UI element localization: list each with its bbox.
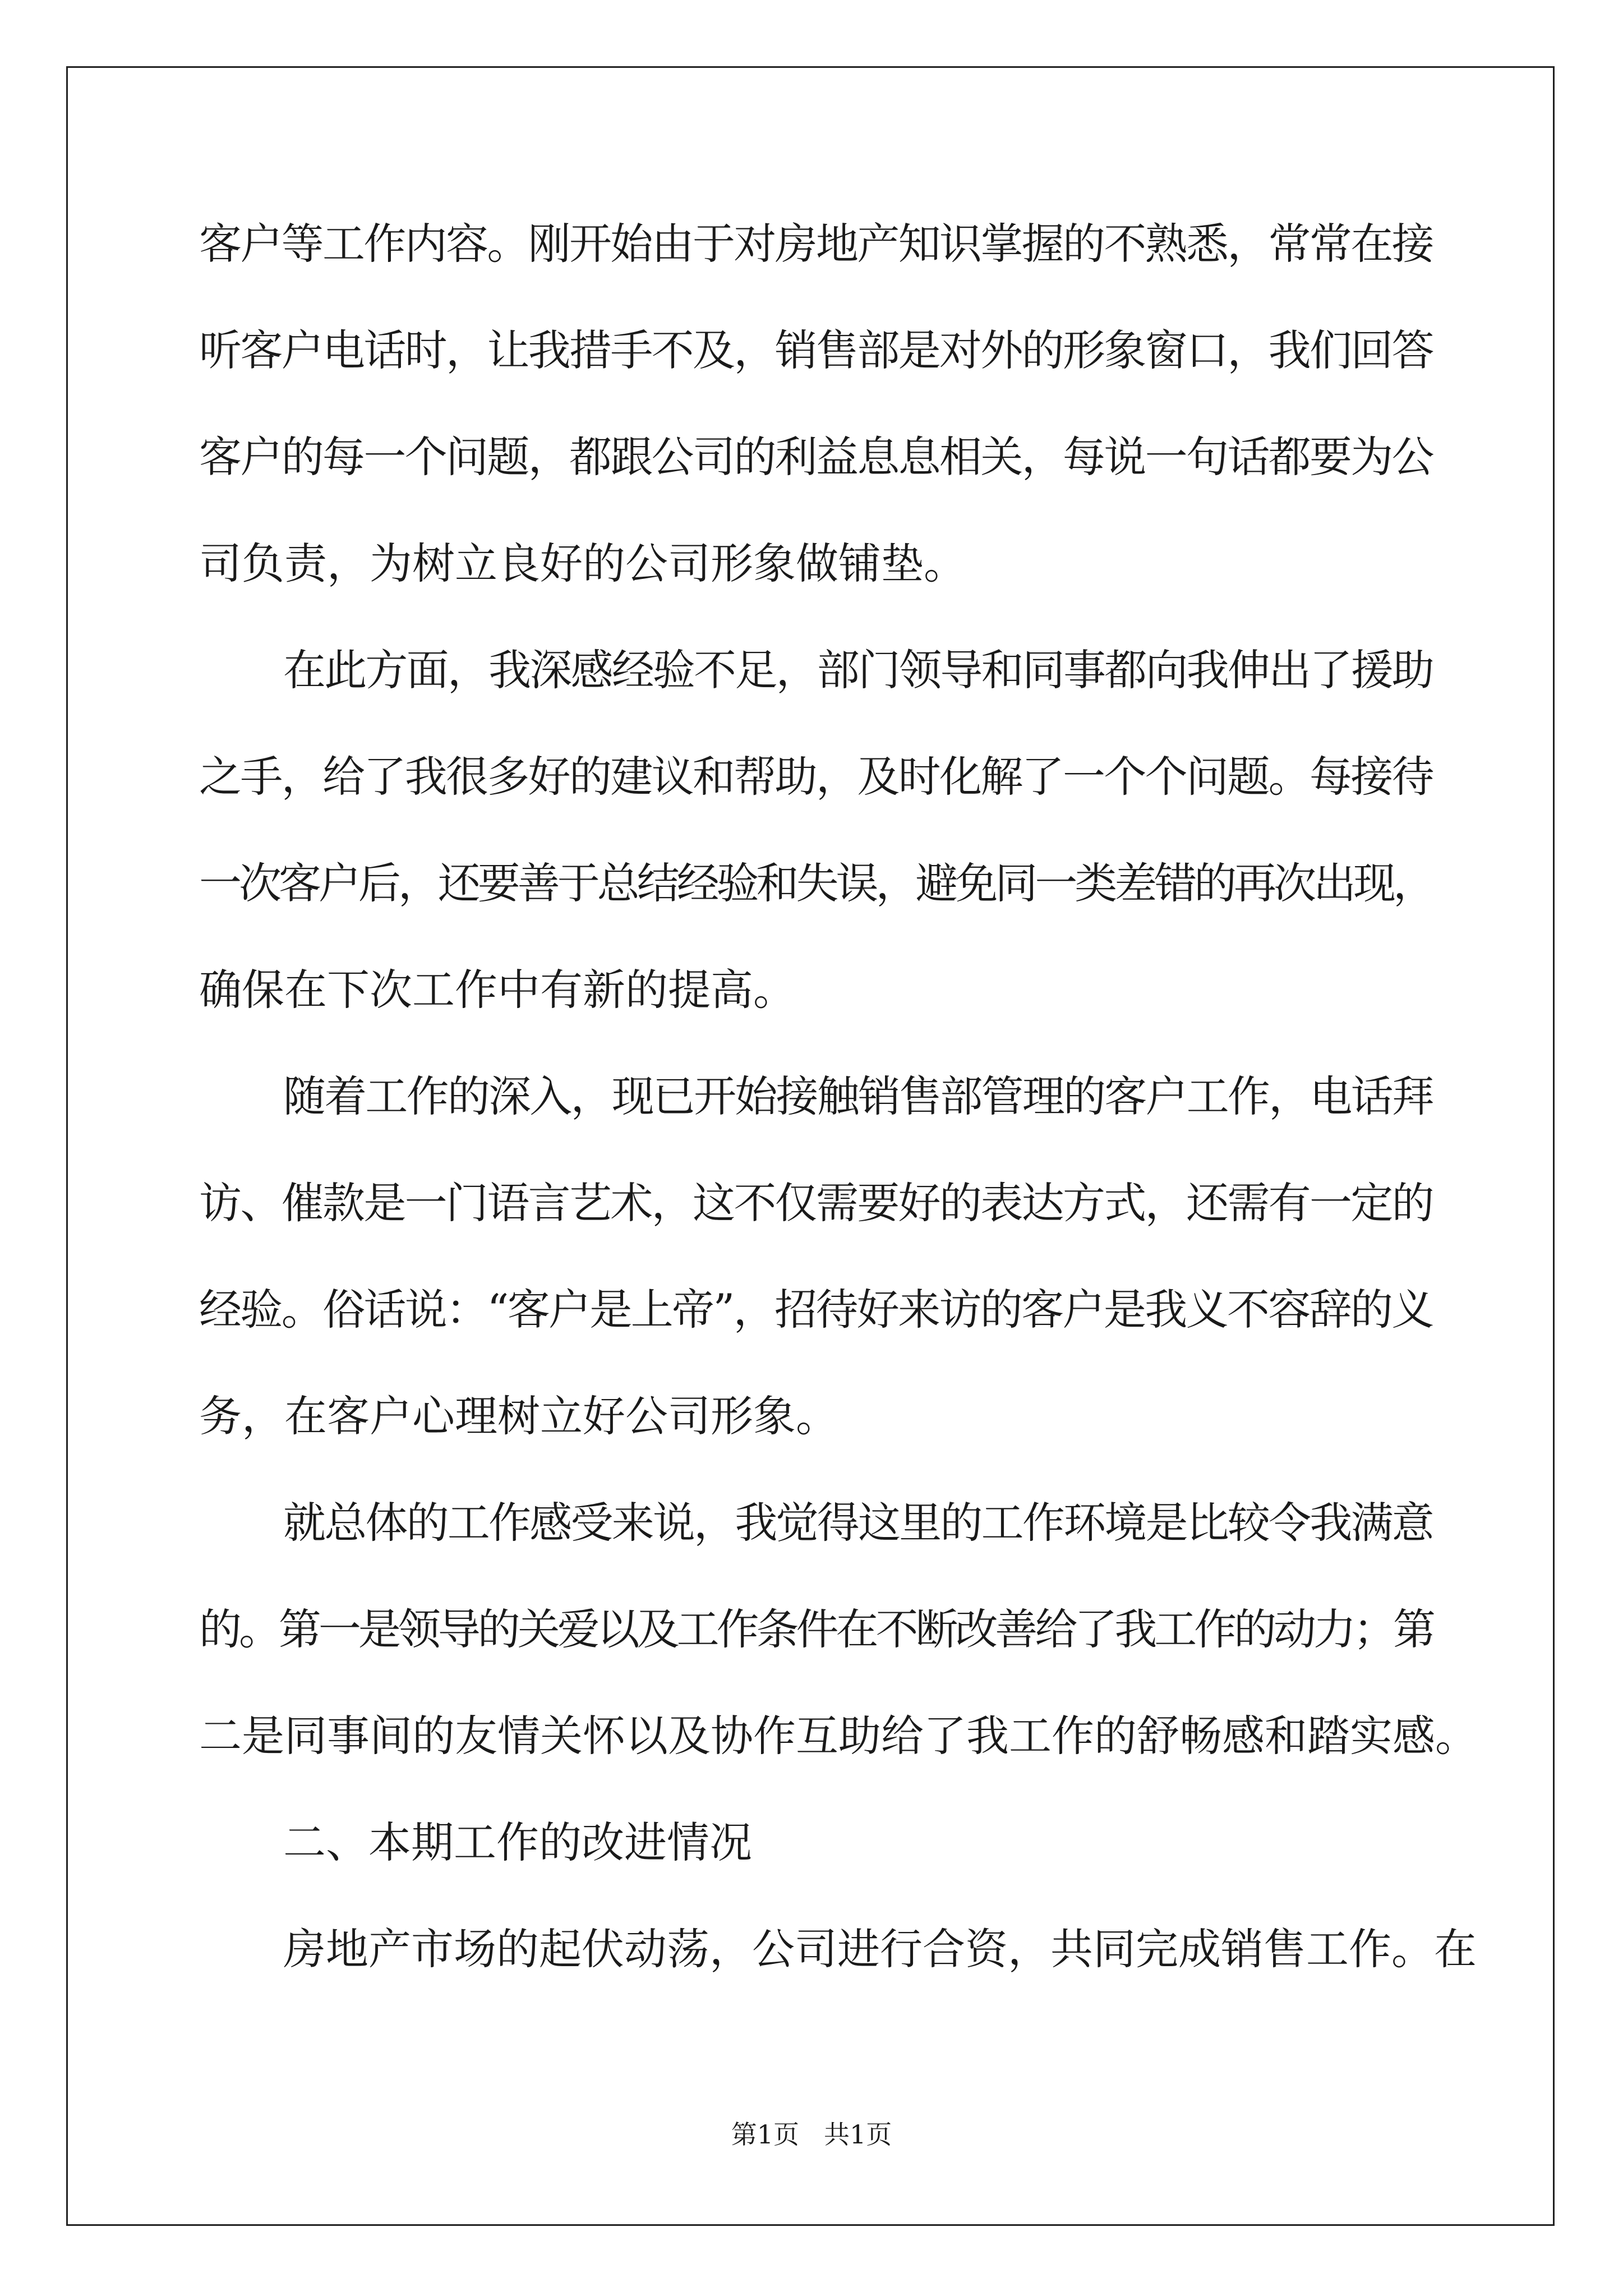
text-line: 客户的每一个问题，都跟公司的利益息息相关，每说一句话都要为公 (199, 432, 1433, 482)
text-line: 务，在客户心理树立好公司形象。 (199, 1391, 838, 1441)
page-footer (0, 2118, 1623, 2151)
text-line: 司负责，为树立良好的公司形象做铺垫。 (199, 539, 966, 588)
text-line: 听客户电话时，让我措手不及，销售部是对外的形象窗口，我们回答 (199, 325, 1433, 375)
page-border (66, 66, 1555, 2226)
page-number: 第1页 (731, 2119, 800, 2150)
text-line: 经验。俗话说：“客户是上帝”，招待好来访的客户是我义不容辞的义 (199, 1285, 1433, 1335)
text-line: 一次客户后，还要善于总结经验和失误，避免同一类差错的再次出现， (199, 858, 1433, 908)
text-line: 客户等工作内容。刚开始由于对房地产知识掌握的不熟悉，常常在接 (199, 219, 1433, 269)
text-line: 访、催款是一门语言艺术，这不仅需要好的表达方式，还需有一定的 (199, 1178, 1433, 1228)
text-line: 的。第一是领导的关爱以及工作条件在不断改善给了我工作的动力；第 (199, 1604, 1433, 1654)
text-line: 之手，给了我很多好的建议和帮助，及时化解了一个个问题。每接待 (199, 752, 1433, 802)
text-line: 房地产市场的起伏动荡，公司进行合资，共同完成销售工作。在 (283, 1924, 1477, 1974)
page-total: 共1页 (823, 2119, 892, 2150)
text-line: 二、本期工作的改进情况 (283, 1818, 752, 1867)
text-line: 二是同事间的友情关怀以及协作互助给了我工作的舒畅感和踏实感。 (199, 1711, 1478, 1761)
text-line: 确保在下次工作中有新的提高。 (199, 965, 796, 1015)
text-line: 随着工作的深入，现已开始接触销售部管理的客户工作，电话拜 (283, 1071, 1433, 1121)
text-line: 就总体的工作感受来说，我觉得这里的工作环境是比较令我满意 (283, 1498, 1433, 1548)
text-line: 在此方面，我深感经验不足，部门领导和同事都向我伸出了援助 (283, 645, 1433, 695)
